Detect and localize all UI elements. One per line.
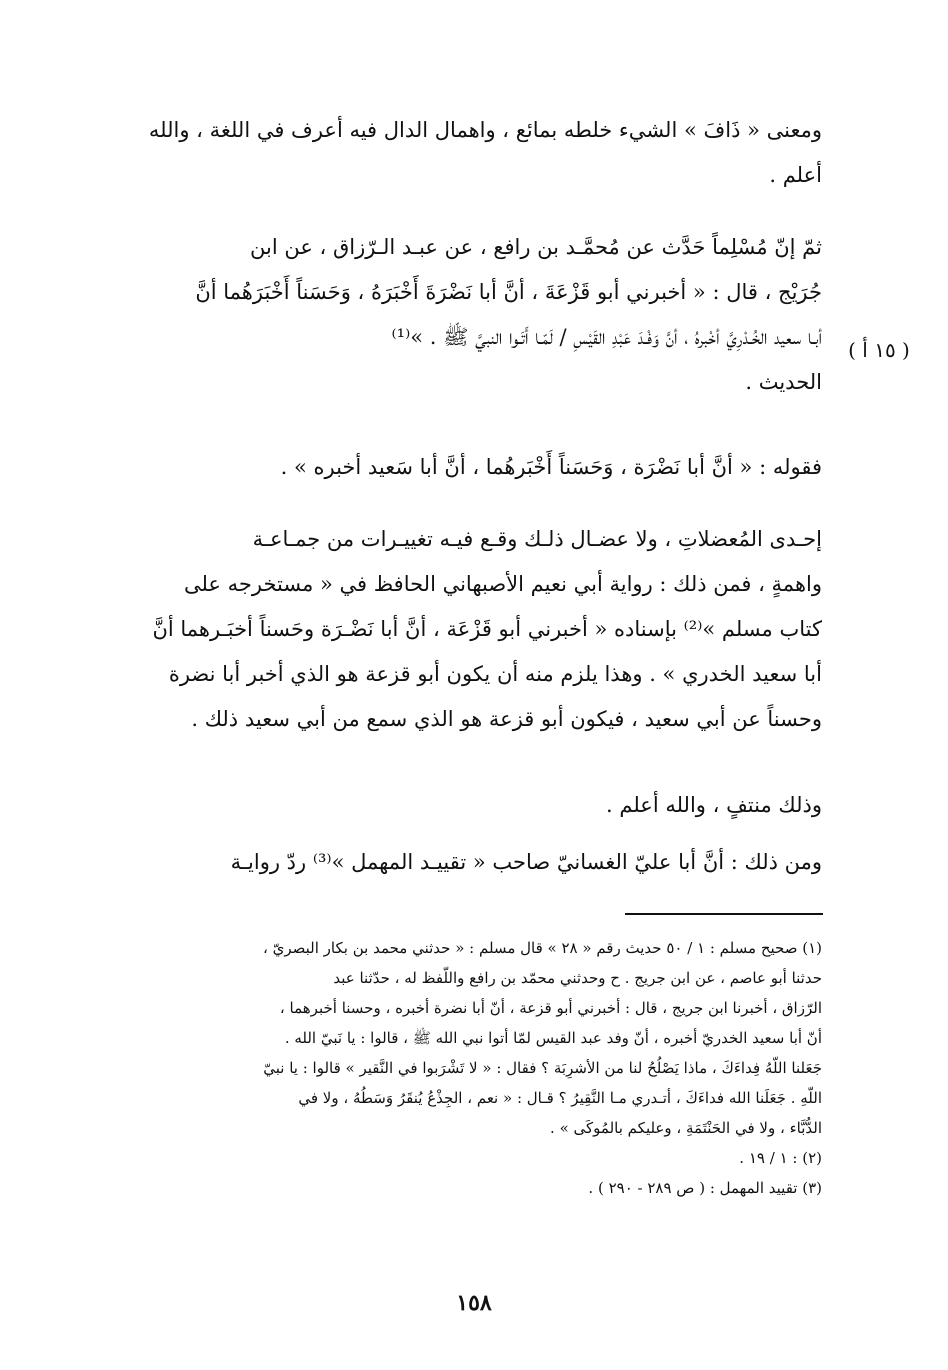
footnote-line: الرّزاق ، أخبرنا ابن جريج ، قال : أخبرني أبو قزعة ، أنّ أبا نضرة أخبره ، وحسنا أخبرهما ، <box>279 999 822 1017</box>
paragraph-2 <box>110 225 822 405</box>
paragraph-1 <box>110 108 822 198</box>
manuscript-folio-note: ( ١٥ أ ) <box>848 338 910 362</box>
footnote-line: (٣) تقييد المهمل : ( ص ٢٨٩ - ٢٩٠ ) . <box>588 1179 822 1197</box>
page-number: ١٥٨ <box>456 1290 492 1316</box>
body-line: وذلك منتفٍ ، والله أعلم . <box>606 793 822 817</box>
body-line: جُرَيْج ، قال : « أخبرني أبو قَزْعَةَ ، أنَّ أبا نَضْرَةَ أَخْبَرَهُ ، وَحَسَناً أَخْبَرَهُما أنَّ <box>195 280 822 304</box>
footnote-line: اللّهِ . جَعَلَنا الله فداءَكَ ، أتـدري مـا النَّقِيرُ ؟ قـال : « نعم ، الجِذْعُ يُنقَرُ وَسَطُهُ ، ولا في <box>298 1089 822 1107</box>
footnote-line: حدثنا أبو عاصم ، عن ابن جريج . ح وحدثني محمّد بن رافع واللّفظ له ، حدّثنا عبد <box>333 969 822 987</box>
footnote-line: (١) صحيح مسلم : ١ / ٥٠ حديث رقم « ٢٨ » قال مسلم : « حدثني محمد بن بكار البصريّ ، <box>263 939 822 957</box>
footnote-line: الدُّبَّاء ، ولا في الحَنْتَمَةِ ، وعليكم بالمُوكَى » . <box>550 1119 822 1137</box>
body-line: فقوله : « أنَّ أبا نَضْرَة ، وَحَسَناً أَخْبَرهُما ، أنَّ أبا سَعيد أخبره » . <box>280 455 822 479</box>
footnotes <box>110 933 822 1203</box>
paragraph-6 <box>110 840 822 885</box>
body-line: واهمةٍ ، فمن ذلك : رواية أبي نعيم الأصبهاني الحافظ في « مستخرجه على <box>183 572 822 596</box>
body-line: كتاب مسلم »⁽²⁾ بإسناده « أخبرني أبو قَزْعَة ، أنَّ أبا نَضْـرَة وحَسناً أخبَـرهما أنَّ <box>152 617 822 641</box>
body-line: الحديث . <box>745 370 822 394</box>
paragraph-5 <box>110 783 822 828</box>
footnote-line: أنّ أبا سعيد الخدريّ أخبره ، أنّ وفد عبد القيس لمّا أتوا نبي الله ﷺ ، قالوا : يا نَبيّ الله . <box>284 1029 822 1047</box>
body-line: ومعنى « ذَافَ » الشيء خلطه بمائع ، واهمال الدال فيه أعرف في اللغة ، والله <box>148 118 822 142</box>
footnote-separator <box>625 913 823 915</box>
footnote-line: جَعَلنا اللّهُ فِداءَكَ ، ماذا يَصْلُحُ لنا من الأشرِبَة ؟ فقال : « لا تَشْرَبوا في النَّقير » قالوا : يا نبيّ <box>263 1059 822 1077</box>
body-line: أبـا سعيد الخُـدْرِيَّ أخْبرهُ ، أنَّ وَفْـدَ عَبْدِ القَيْسِ / لَمّـا أَتَـوا النبيَّ ﷺ . »⁽¹⁾ <box>391 325 822 349</box>
footnote-line: (٢) : ١ / ١٩ . <box>739 1149 822 1167</box>
body-line: أبا سعيد الخدري » . وهذا يلزم منه أن يكون أبو قزعة هو الذي أخبر أبا نضرة <box>168 662 822 686</box>
body-line: إحـدى المُعضلاتِ ، ولا عضـال ذلـك وقـع فيـه تغييـرات من جمـاعـة <box>252 527 822 551</box>
paragraph-4 <box>110 517 822 742</box>
body-line: ومن ذلك : أنَّ أبا عليّ الغسانيّ صاحب « تقييـد المهمل »⁽³⁾ ردّ روايـة <box>230 850 822 874</box>
body-line: أعلم . <box>769 163 822 187</box>
body-line: وحسناً عن أبي سعيد ، فيكون أبو قزعة هو الذي سمع من أبي سعيد ذلك . <box>191 707 822 731</box>
paragraph-3 <box>110 445 822 490</box>
body-line: ثمّ إنّ مُسْلِماً حَدَّث عن مُحمَّـد بن رافع ، عن عبـد الـرّزاق ، عن ابن <box>250 235 822 259</box>
